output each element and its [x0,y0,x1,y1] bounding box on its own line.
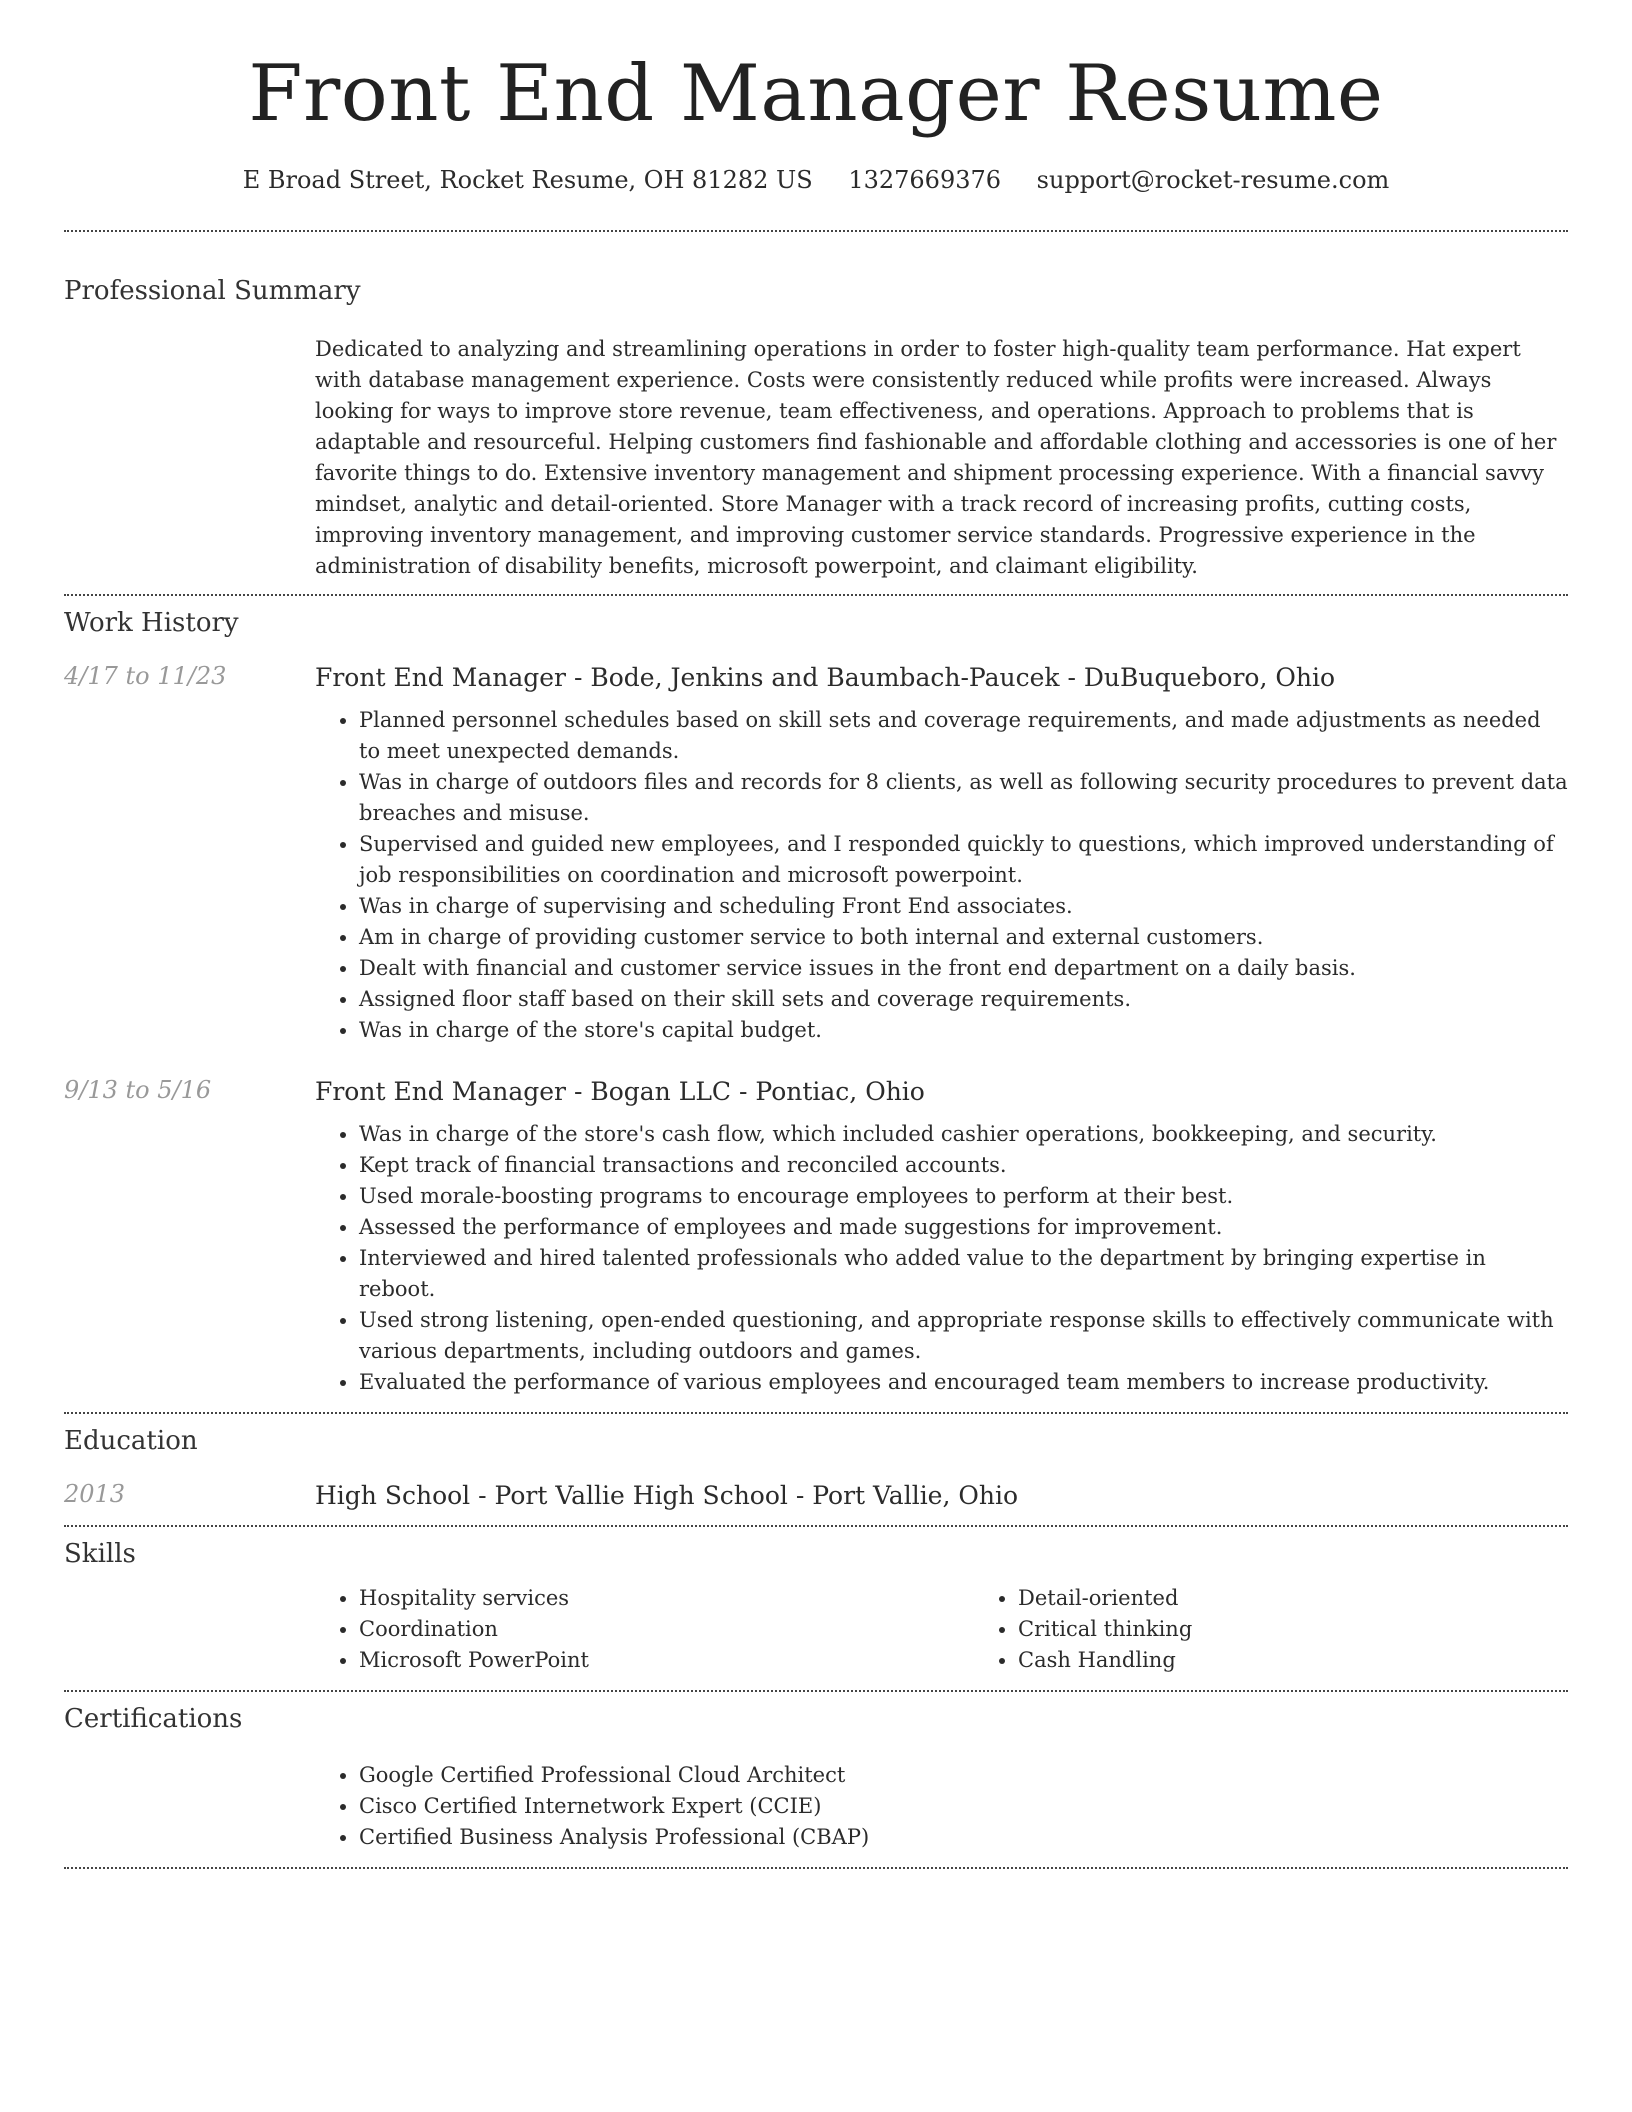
list-item: • Interviewed and hired talented professionals who added value to the department by bringing expertise in reboot. [359,1243,1568,1305]
job-bullets [315,705,1568,1046]
education-section [64,1414,1568,1511]
skill-item: • Cash Handling [1018,1645,1632,1676]
list-item: • Am in charge of providing customer service to both internal and external customers. [359,922,1568,953]
list-item: • Kept track of financial transactions and reconciled accounts. [359,1150,1568,1181]
skill-item: • Hospitality services [359,1583,974,1614]
job-entry [64,662,1568,1046]
section-title-work: Work History [64,607,239,638]
list-item: • Planned personnel schedules based on skill sets and coverage requirements, and made adjustments as needed to meet unexpected demands. [359,705,1568,767]
resume-header [64,0,1568,194]
job-details [315,662,1568,1046]
job-heading: Front End Manager - Bogan LLC - Pontiac, Ohio [315,1076,925,1106]
list-item: • Assigned floor staff based on their skill sets and coverage requirements. [359,984,1568,1015]
section-title-certifications: Certifications [64,1703,243,1734]
certifications-row [64,1748,1568,1853]
summary-section [64,232,1568,582]
list-item: • Was in charge of the store's cash flow, which included cashier operations, bookkeeping, and security. [359,1119,1568,1150]
certification-item: • Cisco Certified Internetwork Expert (CCIE) [359,1791,1568,1822]
skills-section [64,1527,1568,1676]
skill-item: • Microsoft PowerPoint [359,1645,974,1676]
certification-item: • Google Certified Professional Cloud Architect [359,1760,1568,1791]
summary-left-spacer [64,334,315,582]
contact-line [64,166,1568,194]
contact-phone: 1327669376 [848,165,1002,194]
list-item: • Was in charge of the store's capital budget. [359,1015,1568,1046]
education-entry [64,1480,1568,1511]
job-details [315,1076,1568,1398]
certifications-list-wrap [315,1748,1568,1853]
skills-column-1 [315,1583,974,1676]
page-title: Front End Manager Resume [248,49,1384,139]
job-dates: 9/13 to 5/16 [64,1075,212,1104]
work-history-section [64,596,1568,1398]
contact-address: E Broad Street, Rocket Resume, OH 81282 US [242,165,813,194]
skills-column-2 [974,1583,1632,1676]
certification-item: • Certified Business Analysis Professional (CBAP) [359,1822,1568,1853]
education-details [315,1480,1568,1511]
job-dates: 4/17 to 11/23 [64,661,227,690]
list-item: • Used strong listening, open-ended questioning, and appropriate response skills to effectively communicate with various departments, including outdoors and games. [359,1305,1568,1367]
job-entry [64,1076,1568,1398]
list-item: • Evaluated the performance of various employees and encouraged team members to increase productivity. [359,1367,1568,1398]
skills-left-spacer [64,1583,315,1676]
skills-row [64,1583,1568,1676]
list-item: • Dealt with financial and customer service issues in the front end department on a daily basis. [359,953,1568,984]
summary-row [64,334,1568,582]
list-item: • Used morale-boosting programs to encourage employees to perform at their best. [359,1181,1568,1212]
section-title-skills: Skills [64,1538,136,1569]
list-item: • Assessed the performance of employees and made suggestions for improvement. [359,1212,1568,1243]
skill-item: • Coordination [359,1614,974,1645]
list-item: • Was in charge of outdoors files and records for 8 clients, as well as following security procedures to prevent data breaches and misuse. [359,767,1568,829]
skills-grid [315,1583,1632,1676]
list-item: • Supervised and guided new employees, and I responded quickly to questions, which improved understanding of job responsibilities on coordination and microsoft powerpoint. [359,829,1568,891]
section-title-education: Education [64,1425,198,1456]
skill-item: • Detail-oriented [1018,1583,1632,1614]
list-item: • Was in charge of supervising and scheduling Front End associates. [359,891,1568,922]
certifications-left-spacer [64,1748,315,1853]
certifications-list [315,1760,1568,1853]
job-bullets [315,1119,1568,1398]
job-heading: Front End Manager - Bode, Jenkins and Baumbach-Paucek - DuBuqueboro, Ohio [315,662,1335,692]
section-divider [64,1867,1568,1869]
section-title-summary: Professional Summary [64,275,361,306]
education-year: 2013 [64,1479,126,1508]
summary-text: Dedicated to analyzing and streamlining operations in order to foster high-quality team performance. Hat expert with database management experience. Costs were consistently reduced while profits were increased. Always looking for ways to improve store revenue, team effectiveness, and operations. Approach to problems that is adaptable and resourceful. Helping customers find fashionable and affordable clothing and accessories is one of her favorite things to do. Extensive inventory management and shipment processing experience. With a financial savvy mindset, analytic and detail-oriented. Store Manager with a track record of increasing profits, cutting costs, improving inventory management, and improving customer service standards. Progressive experience in the administration of disability benefits, microsoft powerpoint, and claimant eligibility. [315,336,1557,578]
skill-item: • Critical thinking [1018,1614,1632,1645]
contact-email: support@rocket-resume.com [1036,165,1390,194]
certifications-section [64,1692,1568,1853]
education-heading: High School - Port Vallie High School - Port Vallie, Ohio [315,1480,1019,1510]
